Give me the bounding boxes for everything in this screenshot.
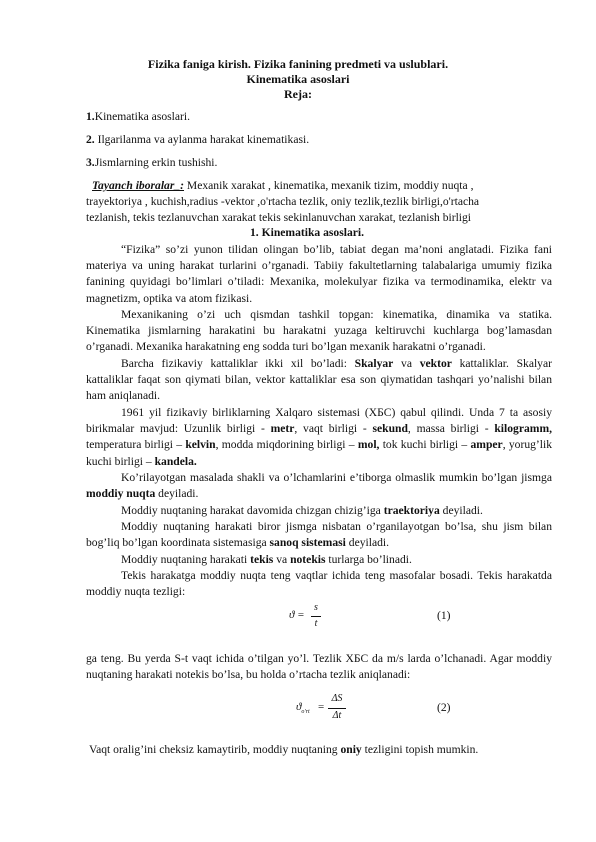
keywords-line-2: trayektoriya , kuchish,radius -vektor ,o'rtacha tezlik, oniy tezlik,tezlik birligi,o'rtacha bbox=[86, 195, 480, 208]
paragraph-intro: “Fizika” so’zi yunon tilidan olingan bo’lib, tabiat degan ma’noni anglatadi. Fizika fani materiya va uning harakat turlarini o’rganadi. Tabiiy fakultetlarning talabalariga umumiy fizika fanining quyidagi bo’limlari o’tiladi: Mexanika, molekulyar fizika va termodinamika, elektr va magnetizm, optika va atom fizikasi. bbox=[86, 243, 552, 305]
formula-2-number: (2) bbox=[437, 701, 451, 714]
plan-item-3: 3.Jismlarning erkin tushishi. bbox=[86, 156, 218, 169]
paragraph-trajectory: Moddiy nuqtaning harakat davomida chizgan chizig’iga traektoriya deyiladi. bbox=[121, 504, 483, 517]
plan-item-2: 2. Ilgarilanma va aylanma harakat kinematikasi. bbox=[86, 133, 310, 146]
formula-1-numerator: s bbox=[314, 602, 318, 613]
paragraph-si-units: 1961 yil fizikaviy birliklarning Xalqaro sistemasi (ХБС) qabul qilindi. Unda 7 ta asosiy birikmalar mavjud: Uzunlik birligi - metr, vaqt birligi - sekund, massa birligi - kilogramm, temperatura birligi – kelvin, modda miqdorining birligi – mol, tok kuchi birligi – amper, yorug’lik kuchi birligi – kandela. bbox=[86, 406, 553, 468]
paragraph-reference-frame: Moddiy nuqtaning harakati biror jismga nisbatan o’rganilayotgan bo’lsa, shu jism bilan bog’liq bo’lgan koordinata sistemasiga sanoq sistemasi deyiladi. bbox=[86, 520, 552, 550]
document-subtitle: Kinematika asoslari bbox=[246, 72, 350, 86]
plan-label: Reja: bbox=[284, 87, 312, 101]
plan-item-1: 1.Kinematika asoslari. bbox=[86, 110, 191, 123]
keywords-line-3: tezlanish, tekis tezlanuvchan xarakat tekis sekinlanuvchan xarakat, tezlanish birligi bbox=[86, 211, 472, 224]
document-title: Fizika faniga kirish. Fizika fanining predmeti va uslublari. bbox=[147, 57, 449, 71]
keywords-label: Tayanch iboralar_: bbox=[92, 179, 185, 192]
paragraph-uniform-motion: Tekis harakatga moddiy nuqta teng vaqtlar ichida teng masofalar bosadi. Tekis harakatda moddiy nuqta tezligi: bbox=[86, 569, 552, 599]
formula-1-denominator: t bbox=[314, 618, 318, 629]
paragraph-motion-types: Moddiy nuqtaning harakati tekis va notekis turlarga bo’linadi. bbox=[121, 553, 412, 566]
paragraph-speed-units: ga teng. Bu yerda S-t vaqt ichida o’tilgan yo’l. Tezlik ХБС da m/s larda o’lchanadi. Agar moddiy nuqtaning harakati notekis bo’lsa, bu holda o’rtacha tezlik aniqlanadi: bbox=[86, 652, 552, 682]
formula-1-lhs: ϑ = bbox=[289, 609, 305, 621]
paragraph-quantities: Barcha fizikaviy kattaliklar ikki xil bo’ladi: Skalyar va vektor kattaliklar. Skalyar kattaliklar faqat son qiymati bilan, vektor kattaliklar esa son qiymatidan tashqari yo’nalishi bilan ham aniqlanadi. bbox=[86, 357, 552, 403]
paragraph-instant-speed: Vaqt oralig’ini cheksiz kamaytirib, moddiy nuqtaning oniy tezligini topish mumkin. bbox=[89, 743, 479, 756]
paragraph-material-point: Ko’rilayotgan masalada shakli va o’lchamlarini e’tiborga olmaslik mumkin bo’lgan jismga moddiy nuqta deyiladi. bbox=[86, 471, 552, 501]
formula-2-numerator: ΔS bbox=[331, 693, 343, 704]
formula-2-fraction-bar bbox=[328, 708, 346, 709]
formula-2-denominator: Δt bbox=[332, 710, 342, 721]
paragraph-mechanics: Mexanikaning o’zi uch qismdan tashkil topgan: kinematika, dinamika va statika. Kinematika jismlarning harakatini bu harakatni yuzaga keltiruvchi kuchlarga bog’lamasdan o’rganadi. Mexanika harakatning eng sodda turi bo’lgan mexanik harakatni o’rganadi. bbox=[86, 308, 552, 354]
formula-1-fraction-bar bbox=[311, 616, 321, 617]
formula-1-number: (1) bbox=[437, 609, 451, 622]
formula-2-equals: = bbox=[318, 701, 325, 713]
keywords-line-1: Tayanch iboralar_: Mexanik xarakat , kinematika, mexanik tizim, moddiy nuqta , bbox=[92, 179, 474, 192]
section-heading: 1. Kinematika asoslari. bbox=[250, 226, 365, 239]
formula-2-lhs: $ϑ_{o'rt}$ bbox=[296, 701, 310, 716]
